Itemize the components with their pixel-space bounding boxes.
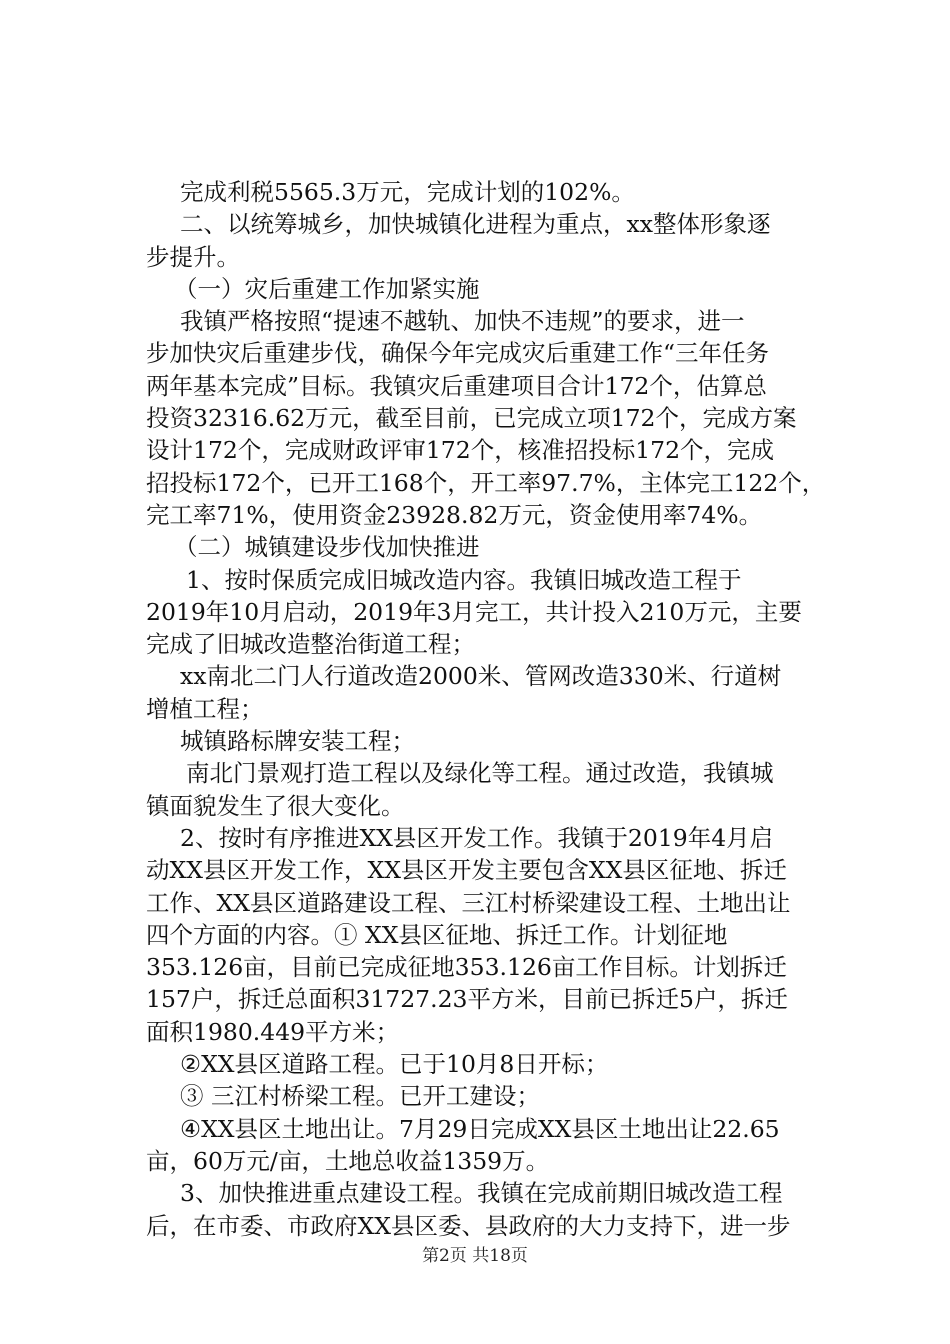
document-body (146, 176, 836, 1242)
text-line: 1、按时保质完成旧城改造内容。我镇旧城改造工程于 (186, 565, 742, 594)
text-line: ②XX县区道路工程。已于10月8日开标； (180, 1050, 609, 1079)
text-line: 353.126亩，目前已完成征地353.126亩工作目标。计划拆迁 (146, 953, 787, 982)
text-line: 完成利税5565.3万元，完成计划的102%。 (180, 178, 635, 206)
text-line: 亩，60万元/亩，土地总收益1359万。 (146, 1146, 550, 1175)
text-line: 两年基本完成”目标。我镇灾后重建项目合计172个，估算总 (146, 371, 767, 400)
text-line: 3、加快推进重点建设工程。我镇在完成前期旧城改造工程 (180, 1179, 783, 1208)
text-line: 镇面貌发生了很大变化。 (146, 791, 405, 820)
text-line: ④XX县区土地出让。7月29日完成XX县区土地出让22.65 (180, 1114, 780, 1143)
text-line: 设计172个，完成财政评审172个，核准招投标172个，完成 (146, 436, 775, 465)
subsection-heading-1: （一）灾后重建工作加紧实施 (174, 274, 480, 303)
subsection-heading-2: （二）城镇建设步伐加快推进 (174, 533, 480, 562)
text-line: 动XX县区开发工作，XX县区开发主要包含XX县区征地、拆迁 (146, 856, 787, 885)
text-line: 我镇严格按照“提速不越轨、加快不违规”的要求，进一 (180, 307, 745, 336)
text-line: 城镇路标牌安装工程； (180, 727, 415, 756)
page-footer (0, 1244, 950, 1268)
text-line: 2019年10月启动，2019年3月完工，共计投入210万元，主要 (146, 597, 802, 626)
text-line: 南北门景观打造工程以及绿化等工程。通过改造，我镇城 (186, 759, 774, 788)
text-line: 步提升。 (146, 242, 240, 271)
text-line: xx南北二门人行道改造2000米、管网改造330米、行道树 (180, 662, 782, 691)
text-line: 完成了旧城改造整治街道工程； (146, 630, 475, 659)
text-line: 招投标172个，已开工168个，开工率97.7%，主体完工122个， (146, 468, 826, 497)
text-line: ③ 三江村桥梁工程。已开工建设； (180, 1082, 540, 1111)
text-line: 步加快灾后重建步伐，确保今年完成灾后重建工作“三年任务 (146, 339, 770, 368)
text-line: 四个方面的内容。① XX县区征地、拆迁工作。计划征地 (146, 920, 728, 949)
text-line: 完工率71%，使用资金23928.82万元，资金使用率74%。 (146, 500, 763, 529)
text-line: 增植工程； (146, 694, 264, 723)
text-line: 157户，拆迁总面积31727.23平方米，目前已拆迁5户，拆迁 (146, 985, 788, 1014)
text-line: 投资32316.62万元，截至目前，已完成立项172个，完成方案 (146, 404, 797, 433)
text-line: 面积1980.449平方米； (146, 1017, 400, 1046)
text-line: 2、按时有序推进XX县区开发工作。我镇于2019年4月启 (180, 823, 774, 852)
text-line: 后，在市委、市政府XX县区委、县政府的大力支持下，进一步 (146, 1211, 791, 1240)
page-number-label: 第2页 共18页 (422, 1246, 528, 1266)
section-heading-2: 二、以统筹城乡，加快城镇化进程为重点，xx整体形象逐 (180, 210, 771, 239)
text-line: 工作、XX县区道路建设工程、三江村桥梁建设工程、土地出让 (146, 888, 791, 917)
